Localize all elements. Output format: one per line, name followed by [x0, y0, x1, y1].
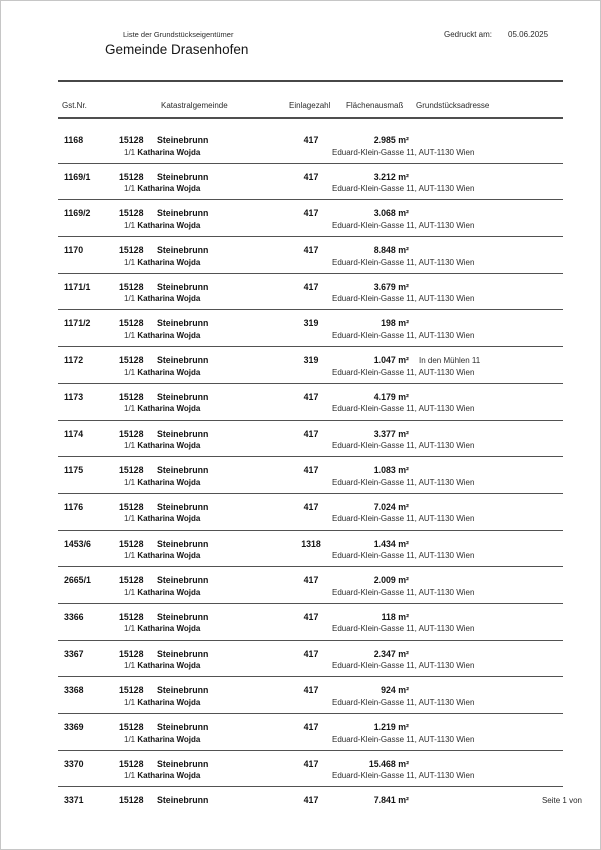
owner-line	[124, 662, 200, 670]
owner-address: Eduard-Klein-Gasse 11, AUT-1130 Wien	[332, 330, 475, 340]
owner-name: Katharina Wojda	[137, 330, 201, 340]
deposit-number: 417	[303, 391, 319, 402]
table-row	[58, 531, 563, 568]
owner-line	[124, 369, 200, 377]
deposit-number: 417	[303, 208, 319, 219]
cadastral-number: 15128	[119, 795, 144, 806]
table-row	[58, 310, 563, 347]
owner-address: Eduard-Klein-Gasse 11, AUT-1130 Wien	[332, 477, 475, 487]
owner-name: Katharina Wojda	[137, 367, 201, 377]
column-header-grundstuecksadresse: Grundstücksadresse	[416, 101, 490, 110]
owner-share: 1/1	[124, 147, 136, 157]
owner-name: Katharina Wojda	[137, 257, 201, 267]
owner-line	[124, 625, 200, 633]
parcel-number: 1176	[64, 501, 84, 512]
cadastral-number: 15128	[119, 428, 144, 439]
parcel-address-note: In den Mühlen 11	[419, 356, 481, 366]
owner-name: Katharina Wojda	[137, 697, 201, 707]
owner-line	[124, 772, 200, 780]
area-value: 3.068 m²	[373, 208, 409, 219]
table-row	[58, 274, 563, 311]
deposit-number: 417	[303, 648, 319, 659]
owner-address: Eduard-Klein-Gasse 11, AUT-1130 Wien	[332, 367, 475, 377]
deposit-number: 417	[303, 465, 319, 476]
cadastral-number: 15128	[119, 281, 144, 292]
table-row	[58, 751, 563, 788]
deposit-number: 417	[303, 501, 319, 512]
table-row	[58, 347, 563, 384]
cadastral-name: Steinebrunn	[157, 171, 209, 182]
area-value: 8.848 m²	[373, 245, 409, 256]
area-value: 4.179 m²	[373, 391, 409, 402]
cadastral-name: Steinebrunn	[157, 538, 209, 549]
table-row	[58, 677, 563, 714]
cadastral-number: 15128	[119, 575, 144, 586]
owner-line	[124, 479, 200, 487]
cadastral-number: 15128	[119, 538, 144, 549]
parcel-number: 1171/1	[64, 281, 91, 292]
parcel-number: 3366	[64, 611, 84, 622]
owner-share: 1/1	[124, 771, 136, 781]
owner-line	[124, 589, 200, 597]
parcel-number: 3368	[64, 685, 84, 696]
table-row	[58, 494, 563, 531]
owner-address: Eduard-Klein-Gasse 11, AUT-1130 Wien	[332, 514, 475, 524]
owner-name: Katharina Wojda	[137, 184, 201, 194]
table-top-rule	[58, 80, 563, 82]
owner-line	[124, 149, 200, 157]
owner-share: 1/1	[124, 624, 136, 634]
area-value: 198 m²	[381, 318, 409, 329]
owner-share: 1/1	[124, 734, 136, 744]
table-row	[58, 457, 563, 494]
cadastral-number: 15128	[119, 208, 144, 219]
cadastral-name: Steinebrunn	[157, 648, 209, 659]
deposit-number: 417	[303, 281, 319, 292]
deposit-number: 417	[303, 758, 319, 769]
owner-line	[124, 552, 200, 560]
table-row	[58, 200, 563, 237]
owner-share: 1/1	[124, 294, 136, 304]
owner-line	[124, 185, 200, 193]
parcel-number: 3371	[64, 795, 84, 806]
cadastral-name: Steinebrunn	[157, 355, 209, 366]
column-header-katastralgemeinde: Katastralgemeinde	[161, 101, 228, 110]
parcel-number: 1175	[64, 465, 84, 476]
page-number-label: Seite 1 von	[541, 796, 582, 805]
owner-share: 1/1	[124, 220, 136, 230]
cadastral-number: 15128	[119, 135, 144, 145]
area-value: 118 m²	[381, 611, 409, 622]
parcel-number: 1170	[64, 245, 84, 256]
owner-share: 1/1	[124, 551, 136, 561]
owner-share: 1/1	[124, 441, 136, 450]
cadastral-number: 15128	[119, 722, 144, 732]
table-row	[58, 787, 563, 823]
parcel-number: 1453/6	[64, 538, 91, 549]
owner-address: Eduard-Klein-Gasse 11, AUT-1130 Wien	[332, 661, 475, 671]
deposit-number: 417	[303, 575, 319, 586]
owner-share: 1/1	[124, 661, 136, 671]
area-value: 15.468 m²	[368, 758, 409, 769]
area-value: 3.377 m²	[373, 428, 409, 439]
printed-at-label: Gedruckt am:	[444, 30, 493, 39]
owner-address: Eduard-Klein-Gasse 11, AUT-1130 Wien	[332, 624, 475, 634]
owner-name: Katharina Wojda	[137, 477, 201, 487]
area-value: 7.024 m²	[373, 501, 409, 512]
cadastral-number: 15128	[119, 391, 144, 402]
list-title: Liste der Grundstückseigentümer	[123, 30, 234, 39]
owner-name: Katharina Wojda	[137, 771, 201, 781]
cadastral-name: Steinebrunn	[157, 611, 209, 622]
area-value: 1.083 m²	[373, 465, 409, 476]
cadastral-name: Steinebrunn	[157, 318, 209, 329]
area-value: 7.841 m²	[373, 795, 409, 806]
area-value: 1.434 m²	[373, 538, 409, 549]
area-value: 2.347 m²	[373, 648, 409, 659]
deposit-number: 417	[303, 171, 319, 182]
parcel-number: 1172	[64, 355, 84, 366]
parcel-number: 3369	[64, 722, 84, 732]
area-value: 924 m²	[381, 685, 409, 696]
owner-name: Katharina Wojda	[137, 220, 201, 230]
parcel-number: 1174	[64, 428, 84, 439]
owner-name: Katharina Wojda	[137, 624, 201, 634]
cadastral-name: Steinebrunn	[157, 281, 209, 292]
owner-name: Katharina Wojda	[137, 441, 201, 450]
area-value: 3.679 m²	[373, 281, 409, 292]
area-value: 2.009 m²	[373, 575, 409, 586]
column-header-flaechenausmass: Flächenausmaß	[346, 101, 404, 110]
cadastral-name: Steinebrunn	[157, 208, 209, 219]
area-value: 3.212 m²	[373, 171, 409, 182]
owner-name: Katharina Wojda	[137, 294, 201, 304]
owner-name: Katharina Wojda	[137, 404, 201, 414]
table-row	[58, 384, 563, 421]
cadastral-number: 15128	[119, 501, 144, 512]
cadastral-name: Steinebrunn	[157, 428, 209, 439]
deposit-number: 417	[303, 722, 319, 732]
owner-name: Katharina Wojda	[137, 551, 201, 561]
owner-share: 1/1	[124, 697, 136, 707]
owner-address: Eduard-Klein-Gasse 11, AUT-1130 Wien	[332, 441, 475, 450]
owner-name: Katharina Wojda	[137, 587, 201, 597]
owner-address: Eduard-Klein-Gasse 11, AUT-1130 Wien	[332, 551, 475, 561]
area-value: 2.985 m²	[373, 135, 409, 145]
area-value: 1.047 m²	[373, 355, 409, 366]
table-row	[58, 567, 563, 604]
printed-at-date: 05.06.2025	[508, 30, 549, 39]
owner-address: Eduard-Klein-Gasse 11, AUT-1130 Wien	[332, 294, 475, 304]
owner-name: Katharina Wojda	[137, 661, 201, 671]
owner-share: 1/1	[124, 587, 136, 597]
table-row	[58, 714, 563, 751]
cadastral-number: 15128	[119, 171, 144, 182]
cadastral-name: Steinebrunn	[157, 722, 209, 732]
cadastral-name: Steinebrunn	[157, 501, 209, 512]
owner-name: Katharina Wojda	[137, 147, 201, 157]
owner-address: Eduard-Klein-Gasse 11, AUT-1130 Wien	[332, 220, 475, 230]
owner-line	[124, 295, 200, 303]
owner-share: 1/1	[124, 477, 136, 487]
owner-address: Eduard-Klein-Gasse 11, AUT-1130 Wien	[332, 147, 475, 157]
owner-address: Eduard-Klein-Gasse 11, AUT-1130 Wien	[332, 587, 475, 597]
deposit-number: 417	[303, 795, 319, 806]
cadastral-name: Steinebrunn	[157, 685, 209, 696]
parcel-number: 2665/1	[64, 575, 91, 586]
owner-address: Eduard-Klein-Gasse 11, AUT-1130 Wien	[332, 257, 475, 267]
municipality-title: Gemeinde Drasenhofen	[105, 42, 249, 57]
table-row	[58, 127, 563, 164]
cadastral-name: Steinebrunn	[157, 575, 209, 586]
owner-name: Katharina Wojda	[137, 734, 201, 744]
cadastral-number: 15128	[119, 355, 144, 366]
table-row	[58, 604, 563, 641]
column-header-einlagezahl: Einlagezahl	[289, 101, 331, 110]
owner-address: Eduard-Klein-Gasse 11, AUT-1130 Wien	[332, 771, 475, 781]
cadastral-name: Steinebrunn	[157, 135, 209, 145]
cadastral-number: 15128	[119, 465, 144, 476]
parcel-number: 1171/2	[64, 318, 91, 329]
owner-line	[124, 515, 200, 523]
table-row	[58, 641, 563, 678]
owner-share: 1/1	[124, 257, 136, 267]
owner-share: 1/1	[124, 514, 136, 524]
cadastral-name: Steinebrunn	[157, 758, 209, 769]
owner-address: Eduard-Klein-Gasse 11, AUT-1130 Wien	[332, 184, 475, 194]
parcel-number: 1173	[64, 391, 84, 402]
cadastral-number: 15128	[119, 758, 144, 769]
cadastral-number: 15128	[119, 318, 144, 329]
deposit-number: 417	[303, 135, 319, 145]
owner-line	[124, 332, 200, 340]
cadastral-number: 15128	[119, 648, 144, 659]
parcel-number: 3367	[64, 648, 84, 659]
deposit-number: 417	[303, 245, 319, 256]
cadastral-number: 15128	[119, 611, 144, 622]
owner-line	[124, 736, 200, 744]
owner-line	[124, 405, 200, 413]
deposit-number: 417	[303, 428, 319, 439]
area-value: 1.219 m²	[373, 722, 409, 732]
owner-line	[124, 222, 200, 230]
deposit-number: 319	[303, 318, 319, 329]
owner-share: 1/1	[124, 184, 136, 194]
owner-name: Katharina Wojda	[137, 514, 201, 524]
owner-address: Eduard-Klein-Gasse 11, AUT-1130 Wien	[332, 697, 475, 707]
parcel-number: 1168	[64, 135, 84, 145]
table-row	[58, 421, 563, 458]
cadastral-name: Steinebrunn	[157, 465, 209, 476]
column-header-gst-nr: Gst.Nr.	[62, 101, 87, 110]
deposit-number: 417	[303, 685, 319, 696]
table-row	[58, 237, 563, 274]
parcel-number: 3370	[64, 758, 84, 769]
table-rows	[58, 127, 563, 823]
owner-share: 1/1	[124, 330, 136, 340]
deposit-number: 1318	[301, 538, 321, 549]
cadastral-name: Steinebrunn	[157, 245, 209, 256]
table-header-underline	[58, 117, 563, 119]
owner-address: Eduard-Klein-Gasse 11, AUT-1130 Wien	[332, 734, 475, 744]
owner-line	[124, 699, 200, 707]
cadastral-name: Steinebrunn	[157, 795, 209, 806]
owner-line	[124, 259, 200, 267]
owner-line	[124, 442, 200, 450]
parcel-number: 1169/1	[64, 171, 91, 182]
cadastral-name: Steinebrunn	[157, 391, 209, 402]
parcel-number: 1169/2	[64, 208, 91, 219]
deposit-number: 417	[303, 611, 319, 622]
cadastral-number: 15128	[119, 685, 144, 696]
deposit-number: 319	[303, 355, 319, 366]
owner-address: Eduard-Klein-Gasse 11, AUT-1130 Wien	[332, 404, 475, 414]
table-row	[58, 164, 563, 201]
cadastral-number: 15128	[119, 245, 144, 256]
owner-share: 1/1	[124, 367, 136, 377]
owner-share: 1/1	[124, 404, 136, 414]
